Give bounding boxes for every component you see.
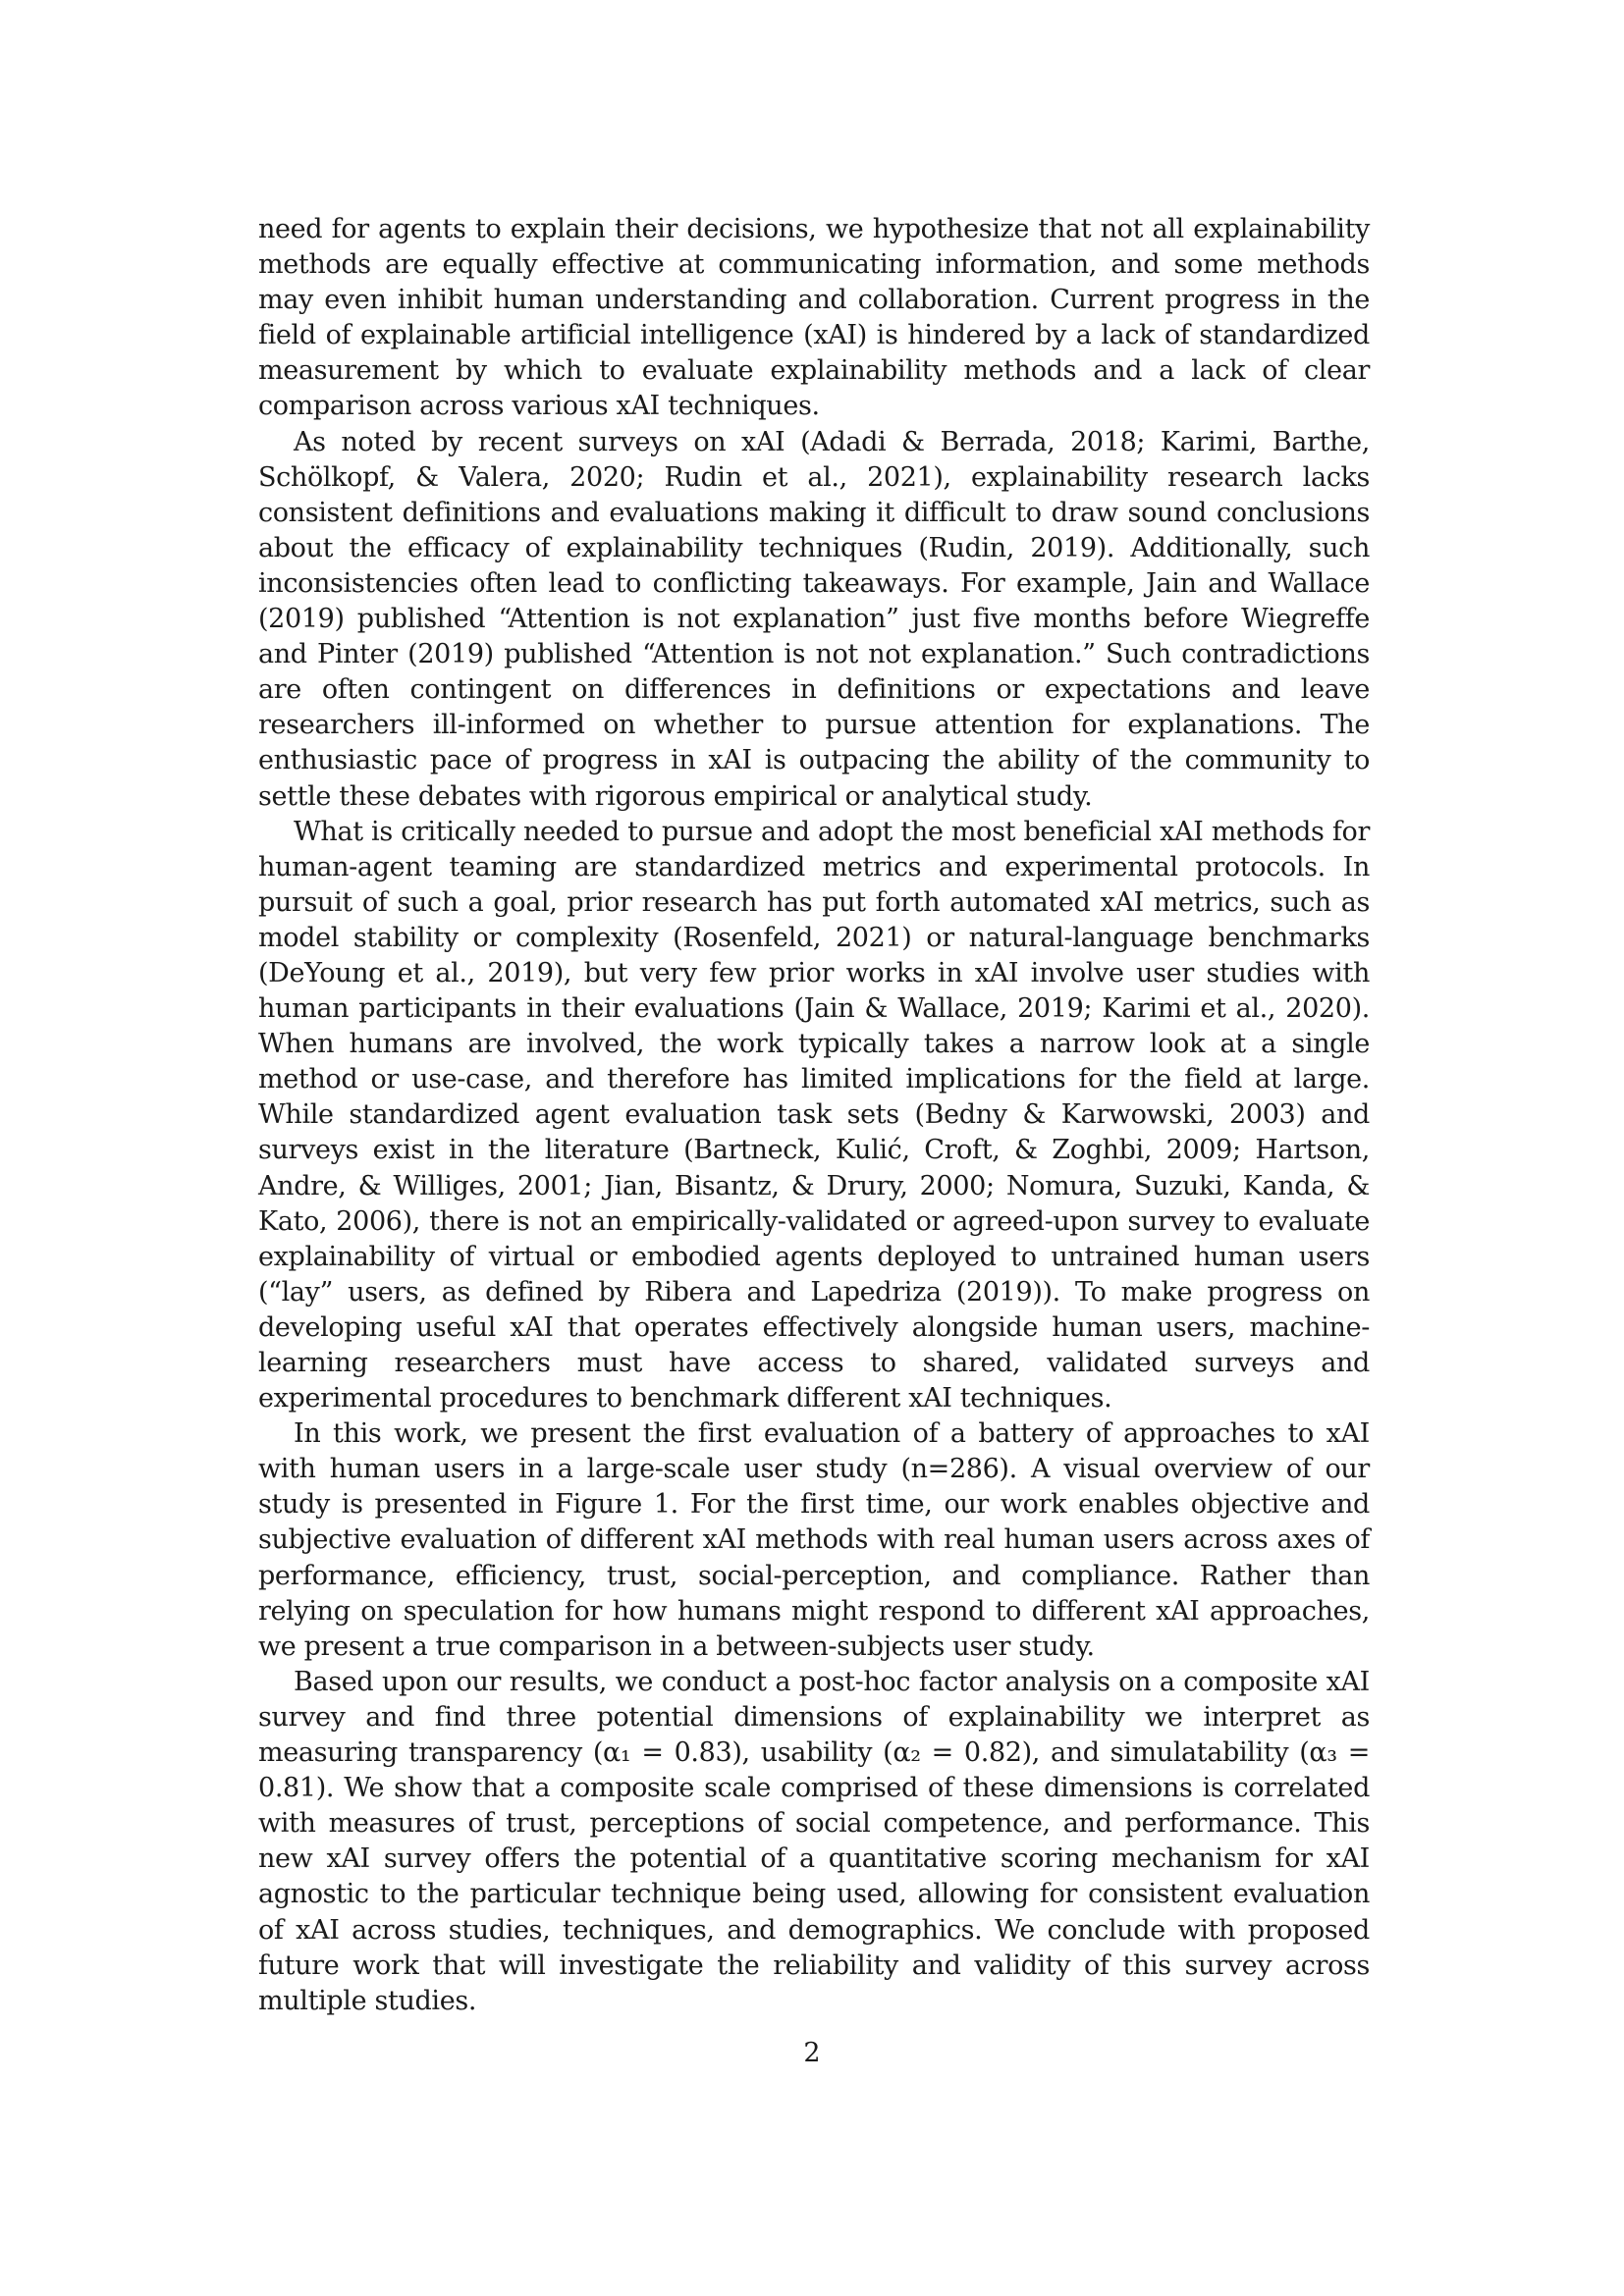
paragraph-continued-intro: need for agents to explain their decisions, we hypothesize that not all explainability methods are equally effective at communicating information, and some methods may even inhibit human understanding and collaboration. Current progress in the field of explainable artificial intelligence (xAI) is hindered by a lack of standardized measurement by which to evaluate explainability methods and a lack of clear comparison across various xAI techniques. bbox=[258, 214, 1370, 422]
paragraph-standardized-metrics: What is critically needed to pursue and adopt the most beneficial xAI methods for human-agent teaming are standardized metrics and experimental protocols. In pursuit of such a goal, prior research has put forth automated xAI metrics, such as model stability or complexity (Rosenfeld, 2021) or natural-language benchmarks (DeYoung et al., 2019), but very few prior works in xAI involve user studies with human participants in their evaluations (Jain & Wallace, 2019; Karimi et al., 2020). When humans are involved, the work typically takes a narrow look at a single method or use-case, and therefore has limited implications for the field at large. While standardized agent evaluation task sets (Bedny & Karwowski, 2003) and surveys exist in the literature (Bartneck, Kulić, Croft, & Zoghbi, 2009; Hartson, Andre, & Williges, 2001; Jian, Bisantz, & Drury, 2000; Nomura, Suzuki, Kanda, & Kato, 2006), there is not an empirically-validated or agreed-upon survey to evaluate explainability of virtual or embodied agents deployed to untrained human users (“lay” users, as defined by Ribera and Lapedriza (2019)). To make progress on developing useful xAI that operates effectively alongside human users, machine-learning researchers must have access to shared, validated surveys and experimental procedures to benchmark different xAI techniques. bbox=[258, 816, 1370, 1415]
paragraph-this-work: In this work, we present the first evaluation of a battery of approaches to xAI with human users in a large-scale user study (n=286). A visual overview of our study is presented in Figure 1. For the first time, our work enables objective and subjective evaluation of different xAI methods with real human users across axes of performance, efficiency, trust, social-perception, and compliance. Rather than relying on speculation for how humans might respond to different xAI approaches, we present a true comparison in a between-subjects user study. bbox=[258, 1418, 1370, 1662]
paragraph-factor-analysis: Based upon our results, we conduct a post-hoc factor analysis on a composite xAI survey and find three potential dimensions of explainability we interpret as measuring transparency (α₁ = 0.83), usability (α₂ = 0.82), and simulatability (α₃ = 0.81). We show that a composite scale comprised of these dimensions is correlated with measures of trust, perceptions of social competence, and performance. This new xAI survey offers the potential of a quantitative scoring mechanism for xAI agnostic to the particular technique being used, allowing for consistent evaluation of xAI across studies, techniques, and demographics. We conclude with proposed future work that will investigate the reliability and validity of this survey across multiple studies. bbox=[258, 1666, 1370, 2016]
page-body bbox=[258, 212, 1370, 2019]
paragraph-survey-inconsistencies: As noted by recent surveys on xAI (Adadi & Berrada, 2018; Karimi, Barthe, Schölkopf, & Valera, 2020; Rudin et al., 2021), explainability research lacks consistent definitions and evaluations making it difficult to draw sound conclusions about the efficacy of explainability techniques (Rudin, 2019). Additionally, such inconsistencies often lead to conflicting takeaways. For example, Jain and Wallace (2019) published “Attention is not explanation” just five months before Wiegreffe and Pinter (2019) published “Attention is not not explanation.” Such contradictions are often contingent on differences in definitions or expectations and leave researchers ill-informed on whether to pursue attention for explanations. The enthusiastic pace of progress in xAI is outpacing the ability of the community to settle these debates with rigorous empirical or analytical study. bbox=[258, 426, 1370, 812]
page-number: 2 bbox=[803, 2038, 821, 2068]
